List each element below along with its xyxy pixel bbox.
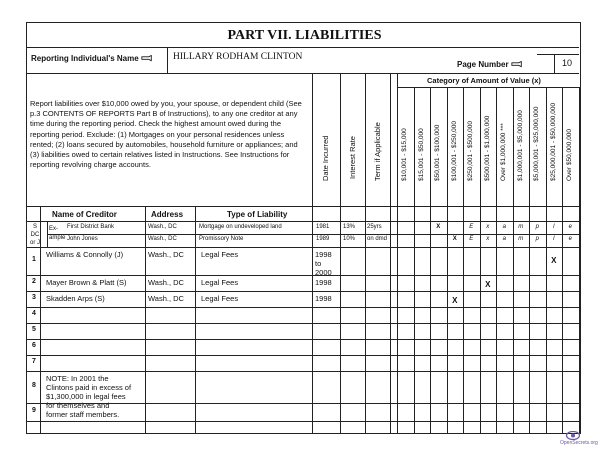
example-mark: p	[535, 236, 539, 242]
interest-rate-header: Interest Rate	[348, 136, 357, 179]
amount-column-divider	[447, 87, 448, 433]
date-incurred-end: 2000	[315, 268, 332, 277]
amount-column-divider	[496, 87, 497, 433]
creditor-address: Wash., DC	[148, 250, 184, 259]
amount-category-label: $10,001 - $15,000	[401, 128, 408, 181]
term-header: Term if Applicable	[373, 122, 382, 181]
category-heading: Category of Amount of Value (x)	[427, 76, 541, 85]
example-liability-type: Mortgage on undeveloped land	[199, 224, 282, 230]
address-header: Address	[151, 210, 184, 219]
pointing-hand-icon	[141, 55, 153, 62]
example-address: Wash., DC	[148, 224, 177, 230]
example-mark: e	[568, 236, 572, 242]
example-date: 1989	[316, 236, 330, 242]
example-rate: 13%	[343, 224, 356, 230]
example-mark: m	[518, 224, 524, 230]
example-mark: X	[436, 224, 441, 230]
watermark: OpenSecrets.org	[560, 440, 598, 446]
column-divider	[365, 73, 366, 433]
page-title: PART VII. LIABILITIES	[227, 28, 382, 43]
amount-column-divider	[463, 87, 464, 433]
row-number: 4	[32, 310, 36, 317]
note-line: $1,300,000 in legal fees	[46, 392, 126, 401]
amount-column-divider	[579, 87, 580, 433]
amount-column-divider	[529, 87, 530, 433]
amount-category-label: $500,001 - $1,000,000	[483, 115, 491, 181]
example-mark: a	[502, 224, 506, 230]
amount-category-label: $15,001 - $50,000	[417, 128, 425, 181]
row-number: 5	[32, 326, 36, 333]
liabilities-form	[26, 22, 581, 434]
liability-type: Legal Fees	[201, 250, 239, 259]
row-number: 7	[32, 358, 36, 365]
amount-column-divider	[513, 87, 514, 433]
example-mark: l	[553, 224, 555, 230]
amount-column-divider	[414, 87, 415, 433]
column-divider	[195, 206, 196, 433]
row-number: 6	[32, 342, 36, 349]
example-creditor: First District Bank	[67, 224, 115, 230]
example-mark: E	[469, 236, 474, 242]
amount-category-label: Over $50,000,000	[566, 128, 573, 181]
example-liability-type: Promissory Note	[199, 236, 244, 242]
reporting-individual-label: Reporting Individual's Name	[31, 54, 153, 63]
example-label-divider	[47, 221, 48, 247]
date-incurred: 1998	[315, 278, 332, 287]
amount-mark: X	[485, 280, 491, 289]
example-term: on dmd	[367, 236, 388, 242]
amount-mark: X	[452, 296, 458, 305]
amount-category-label: $1,000,001 - $5,000,000	[516, 110, 524, 181]
example-address: Wash., DC	[148, 236, 177, 242]
example-mark: m	[518, 236, 524, 242]
pointing-hand-icon	[511, 61, 523, 68]
row-number: 9	[32, 407, 36, 414]
creditor-address: Wash., DC	[148, 294, 184, 303]
amount-column-divider	[430, 87, 431, 433]
note-line: for themselves and	[46, 401, 110, 410]
example-date: 1981	[316, 224, 330, 230]
amount-category-label: $50,001 - $100,000	[434, 124, 441, 181]
example-mark: x	[486, 236, 490, 242]
liability-type: Legal Fees	[201, 294, 239, 303]
amount-column-divider	[562, 87, 563, 433]
instructions-text: Report liabilities over $10,000 owed by you, your spouse, or dependent child (See p.3 CONTENTS OF REPORTS Part B of Instructions), to any one creditor at any time during the reporting period. Check the highest amount owed during the reporting period. Exclude: (1) Mortgages on your personal residences unless rented; (2) loans secured by automobiles, household furniture or appliances; and (3) liabilities owed to certain relatives listed in Instructions. See Instructions for reporting revolving charge accounts.	[30, 99, 302, 170]
amount-category-label: $250,001 - $500,000	[467, 121, 474, 181]
date-incurred: 1998	[315, 250, 332, 259]
example-mark: x	[486, 224, 490, 230]
page-number: 10	[562, 58, 573, 68]
creditor-name: Mayer Brown & Platt (S)	[46, 278, 127, 287]
column-divider	[340, 73, 341, 433]
note-line: former staff members.	[46, 410, 120, 419]
liability-type: Legal Fees	[201, 278, 239, 287]
example-mark: E	[469, 224, 474, 230]
row-number: 1	[32, 256, 36, 263]
date-incurred: 1998	[315, 294, 332, 303]
reporting-individual-name: HILLARY RODHAM CLINTON	[173, 52, 303, 62]
row-number: 2	[32, 278, 36, 285]
page-number-label: Page Number	[457, 60, 523, 69]
column-divider	[40, 206, 41, 433]
example-mark: p	[535, 224, 539, 230]
legal-fees-note	[46, 374, 131, 419]
example-divider	[47, 234, 579, 235]
example-mark: X	[452, 236, 457, 242]
example-creditor: John Jones	[67, 236, 98, 242]
column-divider	[312, 73, 313, 433]
example-mark: l	[553, 236, 555, 242]
example-term: 25yrs	[367, 224, 382, 230]
amount-column-divider	[480, 87, 481, 433]
column-divider	[390, 73, 391, 433]
amount-column-divider	[546, 87, 547, 433]
example-label: Ex- ample	[49, 226, 66, 241]
creditor-name: Williams & Connolly (J)	[46, 250, 124, 259]
note-line: NOTE: In 2001 the	[46, 374, 109, 383]
note-line: Clintons paid in excess of	[46, 383, 132, 392]
amount-category-label: $5,000,001 - $25,000,000	[533, 106, 540, 181]
creditor-address: Wash., DC	[148, 278, 184, 287]
date-incurred-to: to	[315, 259, 322, 268]
row-number: 3	[32, 294, 36, 301]
date-incurred-header: Date Incurred	[321, 135, 330, 181]
amount-mark: X	[551, 256, 557, 265]
amount-category-label: $25,000,001 - $50,000,000	[549, 102, 557, 181]
creditor-header: Name of Creditor	[52, 210, 117, 219]
amount-column-divider	[397, 87, 398, 433]
divider	[27, 47, 579, 48]
example-mark: e	[568, 224, 572, 230]
liability-type-header: Type of Liability	[227, 210, 288, 219]
amount-category-label: Over $1,000,000 ***	[500, 123, 507, 181]
creditor-name: Skadden Arps (S)	[46, 294, 105, 303]
row-number: 8	[32, 382, 36, 389]
column-divider	[145, 206, 146, 433]
example-rate: 10%	[343, 236, 356, 242]
eye-logo-icon	[566, 431, 580, 440]
example-row-label: S DC or J	[30, 224, 41, 246]
example-mark: a	[502, 236, 506, 242]
amount-category-label: $100,001 - $250,000	[450, 121, 458, 181]
